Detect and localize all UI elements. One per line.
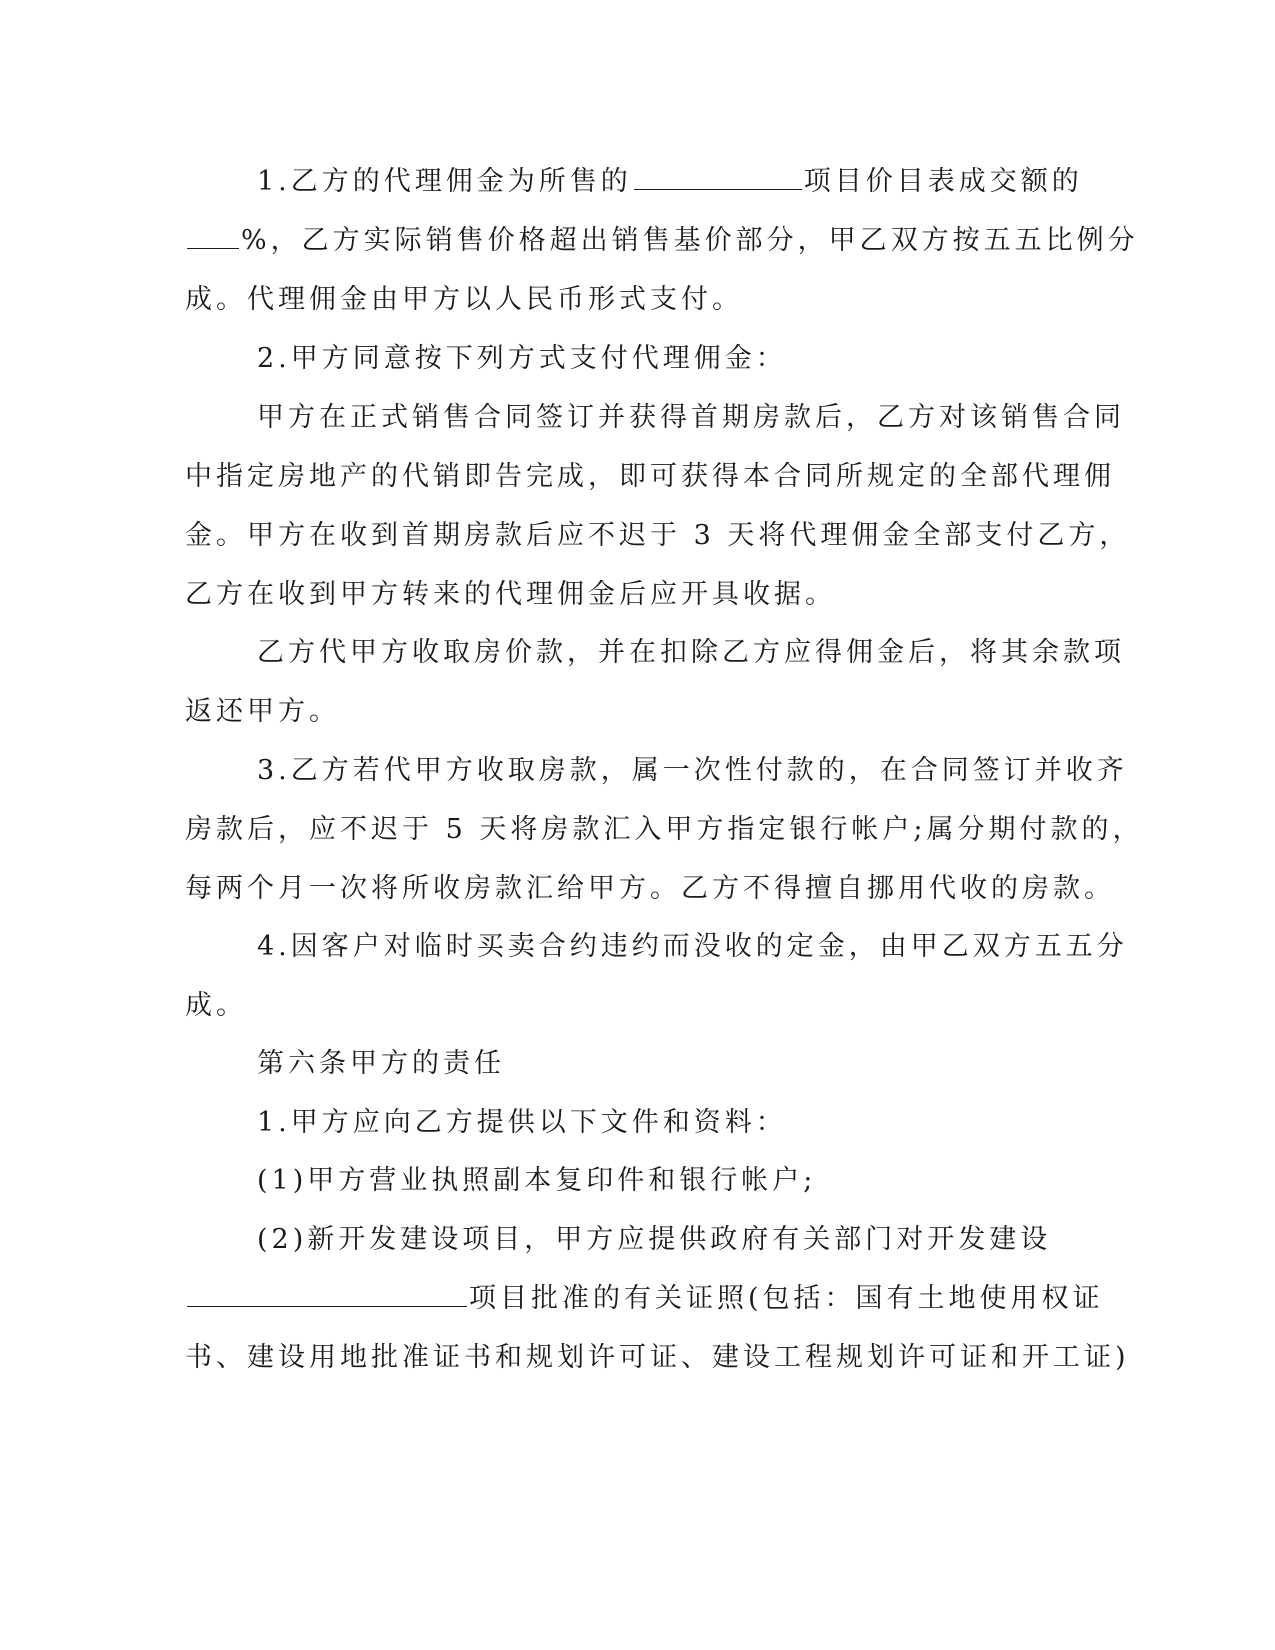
- fill-in-blank-percent: [187, 224, 239, 249]
- text-line: 金。甲方在收到首期房款后应不迟于 3 天将代理佣金全部支付乙方，: [185, 520, 1131, 551]
- paragraph-remittance: [185, 741, 1144, 918]
- text-line: [185, 211, 1139, 270]
- text-line: 每两个月一次将所收房款汇给甲方。乙方不得擅自挪用代收的房款。: [185, 873, 1115, 904]
- text-line: (2)新开发建设项目，甲方应提供政府有关部门对开发建设: [257, 1224, 1052, 1255]
- text-line: 房款后，应不迟于 5 天将房款汇入甲方指定银行帐户;属分期付款的，: [185, 814, 1144, 845]
- paragraph-deposit: [185, 917, 1128, 1035]
- text-segment: 项目价目表成交额的: [803, 166, 1083, 197]
- paragraph-documents: [185, 1093, 1065, 1152]
- paragraph-payment-details: [185, 388, 1131, 624]
- text-segment: 项目批准的有关证照(包括：国有土地使用权证: [469, 1283, 1104, 1314]
- heading-text: 第六条甲方的责任: [257, 1048, 505, 1079]
- section-heading: [185, 1034, 1065, 1093]
- fill-in-blank-project: [634, 165, 802, 190]
- text-segment: 1.乙方的代理佣金为所售的: [257, 166, 632, 197]
- text-line: (1)甲方营业执照副本复印件和银行帐户;: [257, 1165, 817, 1196]
- paragraph-collection: [185, 623, 1125, 741]
- text-line: [185, 152, 1083, 211]
- text-segment: %，乙方实际销售价格超出销售基价部分，甲乙双方按五五比例分: [241, 225, 1139, 256]
- text-line: 中指定房地产的代销即告完成，即可获得本合同所规定的全部代理佣: [185, 461, 1115, 492]
- text-line: 成。代理佣金由甲方以人民币形式支付。: [185, 284, 743, 315]
- text-line: 4.因客户对临时买卖合约违约而没收的定金，由甲乙双方五五分: [257, 931, 1128, 962]
- text-line: [185, 1269, 1104, 1328]
- text-line: 返还甲方。: [185, 696, 340, 727]
- text-line: 乙方代甲方收取房价款，并在扣除乙方应得佣金后，将其余款项: [257, 637, 1125, 668]
- paragraph-project-permits: [185, 1210, 1130, 1387]
- text-line: 3.乙方若代甲方收取房款，属一次性付款的，在合同签订并收齐: [257, 755, 1128, 786]
- paragraph-payment-method: [185, 329, 1065, 388]
- text-line: 甲方在正式销售合同签订并获得首期房款后，乙方对该销售合同: [257, 402, 1125, 433]
- fill-in-blank-project-name: [187, 1282, 467, 1307]
- text-line: 成。: [185, 990, 247, 1021]
- paragraph-license: [185, 1151, 1065, 1210]
- text-line: 书、建设用地批准证书和规划许可证、建设工程规划许可证和开工证): [185, 1342, 1130, 1373]
- text-line: 乙方在收到甲方转来的代理佣金后应开具收据。: [185, 579, 836, 610]
- text-line: 1.甲方应向乙方提供以下文件和资料：: [257, 1107, 787, 1138]
- paragraph-commission-rate: [185, 152, 1139, 329]
- text-line: 2.甲方同意按下列方式支付代理佣金：: [257, 343, 787, 374]
